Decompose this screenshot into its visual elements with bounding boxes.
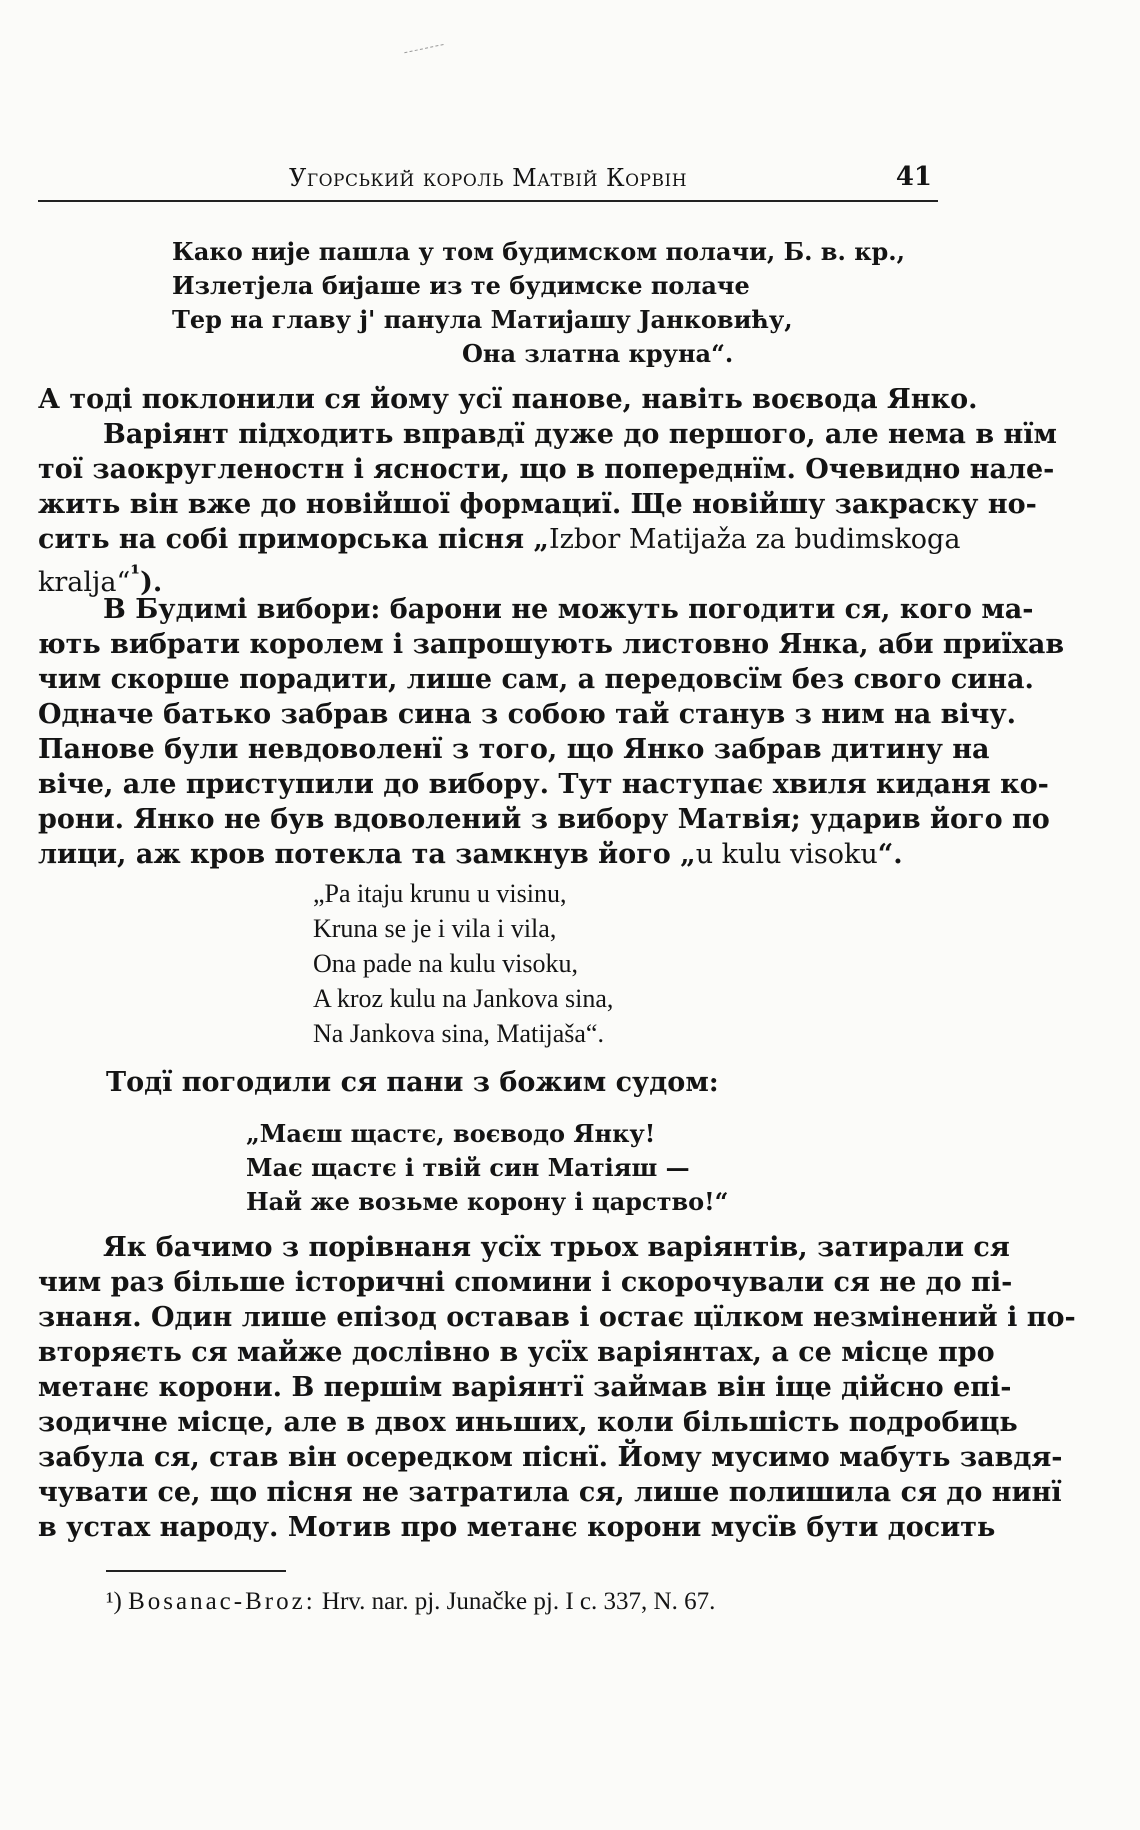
footnote-rule (106, 1570, 286, 1572)
verse-line: „Маєш щастє, воєводо Янку! (246, 1119, 656, 1148)
verse-line: Na Jankova sina, Matijaša“. (313, 1019, 604, 1048)
verse-ukrainian (246, 1117, 728, 1219)
footnote-author: Bosanac-Broz: (128, 1588, 316, 1615)
verse-line: Най же возьме корону і царство!“ (246, 1187, 729, 1216)
text-line: Панове були невдоволенї з того, що Янко забрав дитину на (38, 734, 990, 765)
text-line: Як бачимо з порівнаня усїх трьох варіянтів, затирали ся (103, 1232, 1010, 1263)
verse-line: Како није пашла у том будимском полачи, Б. в. кр., (172, 237, 906, 266)
verse-line: Излетјела бијаше из те будимске полаче (172, 271, 750, 300)
running-header (38, 160, 938, 202)
paragraph-1 (38, 382, 978, 417)
paragraph-4 (106, 1067, 719, 1098)
text-line: Тодї погодили ся пани з божим судом: (106, 1067, 719, 1098)
latin-title: kralja“ (38, 567, 131, 598)
paragraph-5 (38, 1230, 1076, 1545)
text-line: чувати се, що пісня не затратила ся, лише полишила ся до нинї (38, 1477, 1062, 1508)
latin-title: Izbor Matijaža za budimskoga (548, 524, 961, 555)
text-line: А тоді поклонили ся йому усї панове, навіть воєвода Янко. (38, 384, 978, 415)
paragraph-2 (38, 417, 1057, 600)
footnote-ref: ¹ (130, 561, 141, 587)
verse-line: „Pa itaju krunu u visinu, (313, 879, 567, 908)
latin-quote: u kulu visoku (695, 839, 878, 870)
text-line: чим скорше порадити, лише сам, а передовсїм без свого сина. (38, 664, 1034, 695)
scan-mark (404, 44, 445, 63)
text-line: метанє корони. В першім варіянтї займав він іще дійсно епі- (38, 1372, 1012, 1403)
text-segment: ). (140, 567, 163, 598)
text-segment: “. (877, 839, 903, 870)
text-line: Одначе батько забрав сина з собою тай станув з ним на вічу. (38, 699, 1017, 730)
verse-line: Ona pade na kulu visoku, (313, 949, 579, 978)
text-line: Варіянт підходить вправдї дуже до першого, але нема в нїм (103, 419, 1057, 450)
paragraph-3 (38, 592, 1065, 872)
text-line: віче, але приступили до вибору. Тут наступає хвиля киданя ко- (38, 769, 1049, 800)
verse-line: Она златна круна“. (462, 339, 734, 368)
running-title: Угорський король Матвій Корвін (288, 164, 688, 192)
text-segment: сить на собі приморська пісня „ (38, 524, 549, 555)
footnote (106, 1588, 715, 1616)
verse-line: A kroz kulu na Jankova sina, (313, 984, 614, 1013)
text-line: забула ся, став він осередком піснї. Йому мусимо мабуть завдя- (38, 1442, 1063, 1473)
text-line: В Будимі вибори: барони не можуть погодити ся, кого ма- (103, 594, 1034, 625)
footnote-text: Hrv. nar. pj. Junačke pj. I c. 337, N. 67. (321, 1588, 716, 1615)
text-line: в устах народу. Мотив про метанє корони мусїв бути досить (38, 1512, 996, 1543)
text-line (38, 837, 938, 872)
text-line: жить він вже до новійшої формациї. Ще новійшу закраску но- (38, 489, 1037, 520)
text-line (38, 522, 961, 557)
text-line: ють вибрати королем і запрошують листовно Янка, аби приїхав (38, 629, 1065, 660)
text-line: знаня. Один лише епізод оставав і остає цїлком незмінений і по- (38, 1302, 1076, 1333)
footnote-marker: ¹) (106, 1588, 122, 1615)
verse-serbian (172, 235, 905, 371)
page-number: 41 (895, 162, 932, 192)
text-line: зодичне місце, але в двох иньших, коли більшість подробиць (38, 1407, 1018, 1438)
text-line: вторяєть ся майже дослівно в усїх варіянтах, а се місце про (38, 1337, 995, 1368)
verse-line: Має щастє і твій син Матіяш — (246, 1153, 690, 1182)
verse-line: Тер на главу ј' панула Матијашу Јанковићу, (172, 305, 793, 334)
text-segment: лици, аж кров потекла та замкнув його „ (38, 839, 696, 870)
text-line: тої заокругленостн і ясности, що в попереднїм. Очевидно нале- (38, 454, 1055, 485)
text-line: рони. Янко не був вдоволений з вибору Матвія; ударив його по (38, 804, 1050, 835)
text-line: чим раз більше історичні спомини і скорочували ся не до пі- (38, 1267, 1013, 1298)
verse-line: Kruna se je i vila i vila, (313, 914, 557, 943)
verse-croatian (313, 876, 613, 1051)
